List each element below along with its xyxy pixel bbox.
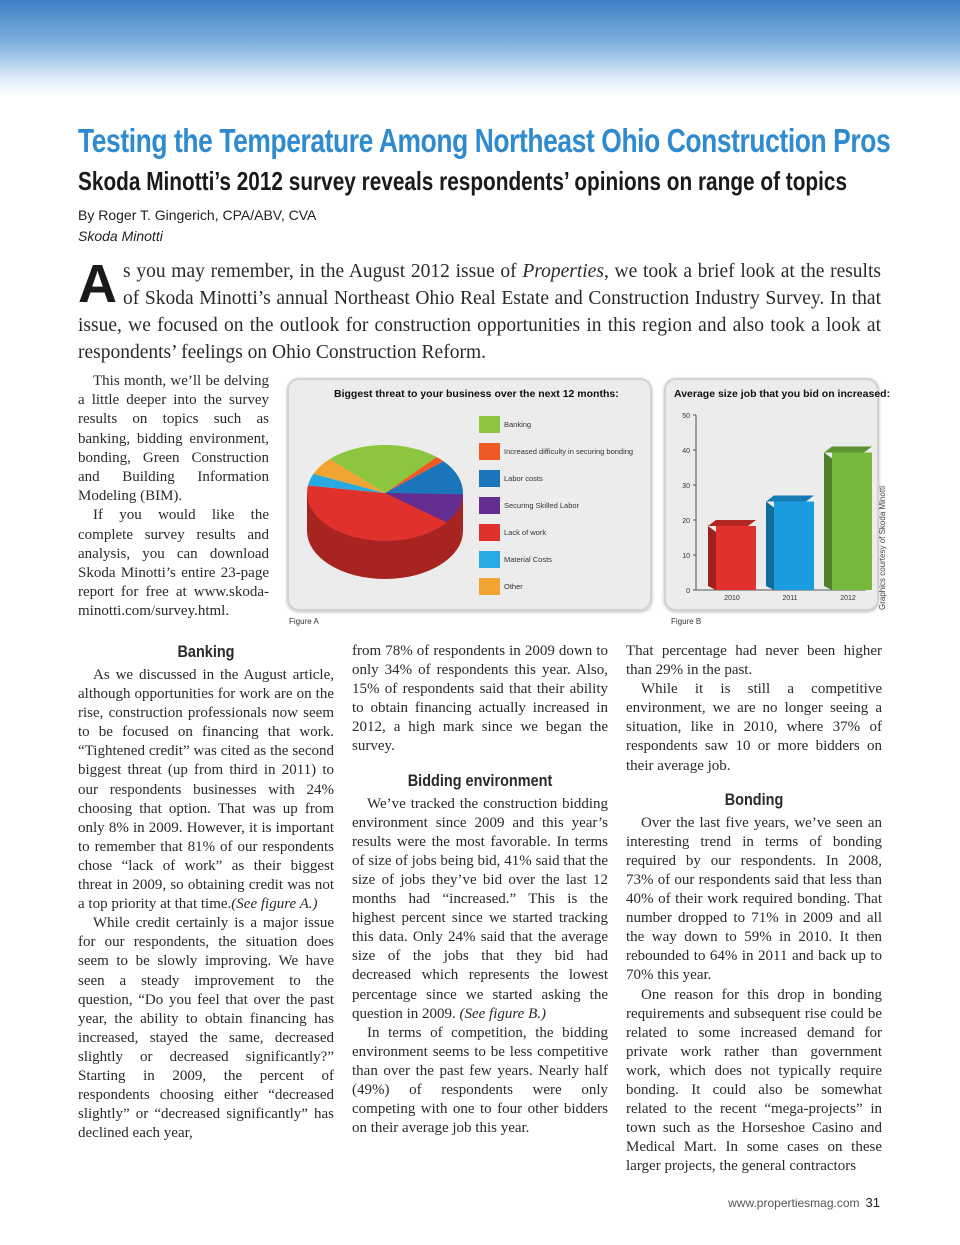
legend-label: Increased difficulty in securing bonding: [504, 447, 634, 456]
magazine-name: Properties: [522, 261, 604, 282]
article-title: Testing the Temperature Among Northeast Ohio Construction Pros: [78, 122, 891, 159]
y-tick-label: 30: [682, 483, 690, 490]
legend-swatch: [479, 551, 500, 568]
y-tick-label: 40: [682, 448, 690, 455]
legend-label: Securing Skilled Labor: [504, 501, 580, 510]
left-sidebar-text: This month, we’ll be delving a little deeper into the survey results on topics such as banking, bidding environment, bonding, Green Construction and Building Information Modeling (BIM). If you would like the complete survey results and analysis, you can download Skoda Minotti’s entire 23-page report for free at www.skoda-minotti.com/survey.html.: [78, 373, 269, 620]
y-tick-label: 50: [682, 413, 690, 420]
legend-item: [479, 578, 523, 595]
x-tick-label: 2010: [724, 595, 740, 602]
x-tick-label: 2011: [782, 595, 798, 602]
figure-a-pie-chart: [287, 378, 652, 611]
bar-side-2012: [824, 453, 832, 591]
bar-2010: [716, 526, 756, 590]
footer-url: www.propertiesmag.com: [728, 1196, 860, 1210]
chart-title: Biggest threat to your business over the next 12 months:: [334, 388, 619, 400]
legend-swatch: [479, 524, 500, 541]
legend-item: [479, 497, 579, 514]
bar-top-2010: [708, 520, 756, 526]
column-2: from 78% of respondents in 2009 down to only 34% of respondents this year. Also, 15% of respondents said that their ability to obtain financing actually increased in 2012, a high mark since we began the survey. Bidding environment We’ve tracked the construction bidding environment since 2009 and this year’s results were the most favorable. In terms of size of jobs being bid, 41% said that the size of jobs they’ve bid over the last 12 months had “increased.” This is the highest percent since we started tracking this data. Only 24% said that the average size of the jobs that they bid had decreased which represents the lowest percentage since we started asking the question in 2009. (See figure B.) In terms of competition, the bidding environment seems to be less competitive than over the past few years. Nearly half (49%) of respondents were only competing with one to four other bidders on their average job this year.: [352, 643, 608, 1137]
figure-a-label: Figure A: [289, 617, 319, 626]
bar-2011: [774, 502, 814, 591]
pie-plot: [297, 438, 477, 588]
legend-item: [479, 416, 531, 433]
bar-2012: [832, 453, 872, 591]
legend-label: Banking: [504, 420, 532, 429]
y-tick-label: 10: [682, 553, 690, 560]
figure-b-label: Figure B: [671, 617, 702, 626]
graphics-credit: Graphics courtesy of Skoda Minotti: [878, 485, 887, 610]
author-org: Skoda Minotti: [78, 228, 163, 244]
section-heading-banking: Banking: [177, 642, 235, 661]
section-heading-bidding: Bidding environment: [407, 770, 553, 790]
article-subtitle: Skoda Minotti’s 2012 survey reveals respondents’ opinions on range of topics: [78, 166, 848, 196]
legend-label: Labor costs: [504, 474, 543, 483]
intro-paragraph: As you may remember, in the August 2012 issue of Properties, we took a brief look at the results of Skoda Minotti’s annual Northeast Ohio Real Estate and Construction Industry Survey. In that issue, we focused on the outlook for construction opportunities in this region and also took a look at respondents’ feelings on Ohio Construction Reform.: [78, 254, 881, 363]
column-1: Banking As we discussed in the August article, although opportunities for work are on the rise, construction professionals now seem to be focused on financing that work. “Tightened credit” was cited as the second biggest threat (up from third in 2011) to our respondents businesses with 24% choosing that option. That was up from only 8% in 2009. However, it is important to remember that 81% of our respondents chose “lack of work” as their biggest threat in 2009, so obtaining credit was not a top priority at that time.(See figure A.) While credit certainly is a major issue for our respondents, the situation does seem to be slowly improving. We have seen a steady improvement to the question, “Do you feel that over the past year, the ability to obtain financing has increased, stayed the same, decreased slightly or decreased significantly?” Starting in 2009, the percent of respondents choosing either “decreased slightly” or “decreased significantly” has declined each year,: [78, 642, 334, 1142]
bar-plot: [666, 400, 876, 610]
legend-label: Lack of work: [504, 528, 547, 537]
bar-top-2011: [766, 496, 814, 502]
byline: By Roger T. Gingerich, CPA/ABV, CVA: [78, 207, 317, 223]
legend-swatch: [479, 416, 500, 433]
legend-item: [479, 443, 633, 460]
page-number: 31: [865, 1195, 880, 1210]
legend-swatch: [479, 497, 500, 514]
x-tick-label: 2012: [840, 595, 856, 602]
page-footer: [728, 1195, 880, 1210]
legend-item: [479, 524, 546, 541]
header-band: [0, 0, 960, 95]
legend-swatch: [479, 470, 500, 487]
chart-title: Average size job that you bid on increased:: [674, 388, 891, 400]
legend-swatch: [479, 443, 500, 460]
section-heading-bonding: Bonding: [724, 789, 784, 809]
drop-cap: A: [78, 254, 117, 314]
bar-top-2012: [824, 447, 872, 453]
legend-item: [479, 551, 552, 568]
y-tick-label: 20: [682, 518, 690, 525]
legend-swatch: [479, 578, 500, 595]
column-3: That percentage had never been higher than 29% in the past. While it is still a competitive environment, we are no longer seeing a situation, like in 2010, where 37% of respondents saw 10 or more bidders on their average job. Bonding Over the last five years, we’ve seen an interesting trend in terms of bonding required by our respondents. In 2008, 73% of our respondents said that less than 40% of their work required bonding. That number dropped to 71% in 2009 and all the way down to 59% in 2010. It then rebounded to 64% in 2011 and back up to 70% this year. One reason for this drop in bonding requirements and subsequent rise could be related to some increased demand for private work rather than government work, which does not typically require bonding. It could also be somewhat related to the recent “mega-projects” in town such as the Horseshoe Casino and Medical Mart. In some cases on these larger projects, the general contractors: [626, 643, 882, 1175]
legend-item: [479, 470, 543, 487]
bar-side-2011: [766, 502, 774, 591]
bar-side-2010: [708, 526, 716, 590]
legend-label: Other: [504, 582, 523, 591]
y-tick-label: 0: [686, 588, 690, 595]
legend-label: Material Costs: [504, 555, 552, 564]
